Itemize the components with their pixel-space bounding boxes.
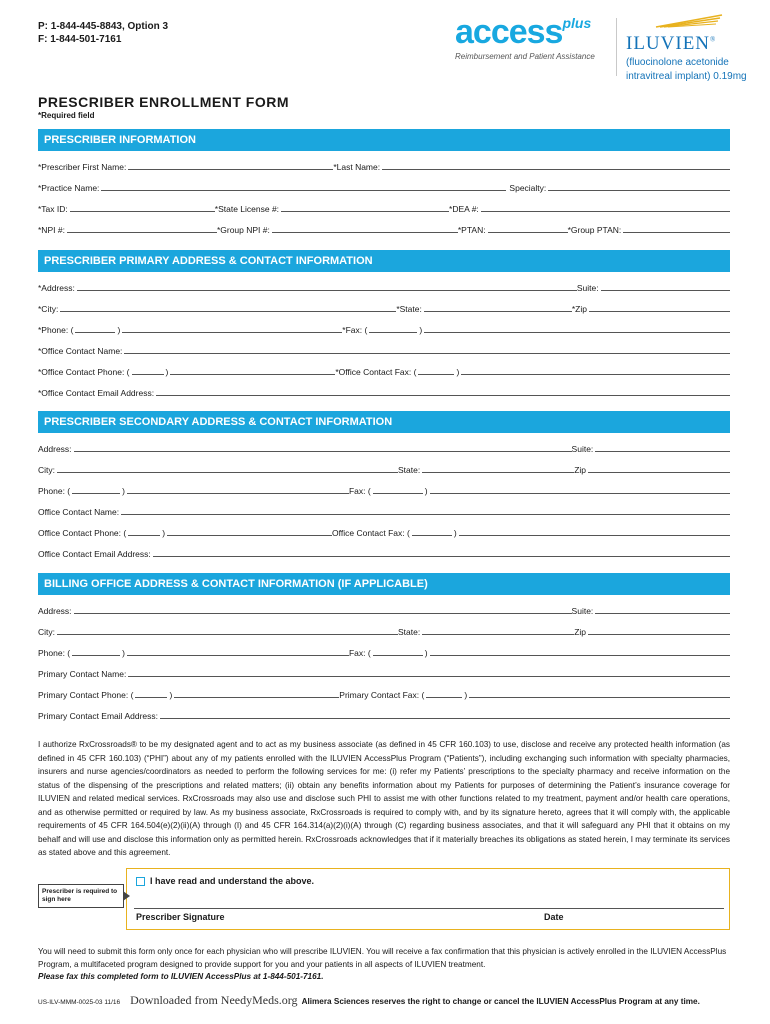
form-row — [38, 538, 730, 559]
office-contact-phone-field[interactable] — [167, 527, 332, 536]
first-name-field[interactable] — [128, 161, 333, 170]
form-row — [38, 433, 730, 454]
fax-label: Fax: ( — [348, 648, 371, 658]
practice-name-field[interactable] — [101, 182, 506, 191]
phone-field[interactable] — [122, 324, 342, 333]
address-field[interactable] — [77, 282, 577, 291]
suite-field[interactable] — [595, 443, 730, 452]
tax-id-field[interactable] — [70, 203, 215, 212]
brand-tagline: Reimbursement and Patient Assistance — [455, 52, 595, 61]
suite-field[interactable] — [601, 282, 730, 291]
primary-contact-email-field[interactable] — [160, 710, 730, 719]
specialty-label: Specialty: — [509, 183, 547, 193]
primary-contact-name-field[interactable] — [128, 668, 730, 677]
rights-notice: Alimera Sciences reserves the right to change or cancel the ILUVIEN AccessPlus Program at any time. — [301, 997, 700, 1006]
section-title: PRESCRIBER PRIMARY ADDRESS & CONTACT INFORMATION — [38, 250, 730, 272]
signature-required-note: Prescriber is required to sign here — [38, 884, 124, 908]
office-contact-fax-area-field[interactable] — [412, 527, 452, 536]
state-label: *State: — [396, 304, 422, 314]
office-contact-email-label: *Office Contact Email Address: — [38, 388, 155, 398]
address-field[interactable] — [74, 443, 572, 452]
fax-area-field[interactable] — [373, 647, 423, 656]
phone-area-field[interactable] — [72, 485, 120, 494]
office-contact-name-label: Office Contact Name: — [38, 507, 120, 517]
form-row — [38, 272, 730, 293]
download-watermark: Downloaded from NeedyMeds.org — [130, 993, 298, 1007]
address-field[interactable] — [74, 605, 572, 614]
close-paren: ) — [453, 528, 457, 538]
zip-label: Zip — [574, 627, 587, 637]
form-row — [38, 151, 730, 172]
form-row — [38, 637, 730, 658]
product-reg: ® — [710, 35, 717, 44]
fax-label: *Fax: ( — [342, 325, 368, 335]
primary-contact-fax-field[interactable] — [469, 689, 730, 698]
city-label: City: — [38, 627, 55, 637]
phone-field[interactable] — [127, 647, 349, 656]
last-name-field[interactable] — [382, 161, 730, 170]
signature-line[interactable] — [134, 908, 724, 909]
submit-instructions: You will need to submit this form only once for each physician who will prescribe ILUVIEN. You will receive a fax confirmation that this physician is actively enrolled in the ILUVIEN AccessPlus Program, a multifaceted program designed to provide support for you and your patients in all aspects of ILUVIEN treatment. — [38, 947, 727, 969]
close-paren: ) — [424, 486, 428, 496]
phone-area-field[interactable] — [75, 324, 115, 333]
npi-label: *NPI #: — [38, 225, 65, 235]
phone-label: Phone: ( — [38, 486, 71, 496]
product-desc-2: intravitreal implant) 0.19mg — [626, 71, 747, 82]
suite-field[interactable] — [595, 605, 730, 614]
primary-address-section — [38, 250, 730, 398]
close-paren: ) — [464, 690, 468, 700]
acknowledge-label: I have read and understand the above. — [150, 876, 315, 886]
office-contact-phone-area-field[interactable] — [132, 366, 164, 375]
office-contact-email-label: Office Contact Email Address: — [38, 549, 151, 559]
accessplus-logo — [455, 14, 605, 61]
phone-number: P: 1-844-445-8843, Option 3 — [38, 21, 169, 32]
zip-label: *Zip — [571, 304, 587, 314]
close-paren: ) — [165, 367, 169, 377]
required-note: *Required field — [38, 111, 95, 120]
fax-field[interactable] — [430, 485, 730, 494]
ptan-field[interactable] — [488, 224, 568, 233]
form-row — [38, 517, 730, 538]
close-paren: ) — [162, 528, 166, 538]
form-row — [38, 679, 730, 700]
form-row — [38, 193, 730, 214]
zip-label: Zip — [574, 465, 587, 475]
office-contact-phone-area-field[interactable] — [128, 527, 160, 536]
prescriber-info-section — [38, 129, 730, 235]
product-desc-1: (fluocinolone acetonide — [626, 57, 729, 68]
ptan-label: *PTAN: — [457, 225, 486, 235]
zip-field[interactable] — [589, 303, 730, 312]
dea-field[interactable] — [481, 203, 730, 212]
date-label: Date — [544, 912, 564, 922]
specialty-field[interactable] — [548, 182, 730, 191]
document-code: US-ILV-MMM-0025-03 11/16 — [38, 999, 121, 1006]
form-title: PRESCRIBER ENROLLMENT FORM — [38, 94, 289, 110]
fax-area-field[interactable] — [369, 324, 417, 333]
section-title: PRESCRIBER INFORMATION — [38, 129, 730, 151]
group-npi-label: *Group NPI #: — [216, 225, 270, 235]
city-label: *City: — [38, 304, 59, 314]
primary-contact-phone-label: Primary Contact Phone: ( — [38, 690, 134, 700]
phone-label: Phone: ( — [38, 648, 71, 658]
section-title: PRESCRIBER SECONDARY ADDRESS & CONTACT INFORMATION — [38, 411, 730, 433]
state-license-field[interactable] — [281, 203, 449, 212]
group-ptan-label: *Group PTAN: — [567, 225, 622, 235]
state-field[interactable] — [422, 626, 574, 635]
form-row — [38, 700, 730, 721]
group-ptan-field[interactable] — [623, 224, 730, 233]
practice-name-label: *Practice Name: — [38, 183, 100, 193]
logo-divider — [616, 18, 617, 76]
state-field[interactable] — [424, 303, 572, 312]
close-paren: ) — [456, 367, 460, 377]
phone-area-field[interactable] — [72, 647, 120, 656]
primary-contact-fax-area-field[interactable] — [426, 689, 462, 698]
authorization-text: I authorize RxCrossroads® to be my designated agent and to act as my business associate (as defined in 45 CFR 160.103) to use, disclose and receive any protected health information (as defined in 45 CFR 160.103) (“PHI”) about any of my patients enrolled with the ILUVIEN AccessPlus Program (“Patients”), including exchanging such information with specialty pharmacies, insurers and nurse agencies/coordinators as needed to perform the following services for me: (i) refer my Patients’ prescriptions to the specialty pharmacy and receive information on the status of the dispensing of the prescriptions and related matters; (ii) obtain any benefits information about my Patients for purposes of determining the Patient’s insurance coverage for ILUVIEN and related medical services. RxCrossroads may also use and disclose such PHI to assist me with other functions related to my treatment, payment and/or health care operations, and as otherwise permitted or required by law. As my business associate, RxCrossroads is required to comply with, and by its signature hereto, agrees that it will comply with, the applicable requirements of 45 CFR 164.504(e)(2)(ii)(A) through (I) and 45 CFR 164.314(a)(2)(i)(A) through (C) regarding business associates, and that it will safeguard any PHI that it obtains on my behalf and will use and disclose this information only as permitted herein. RxCrossroads acknowledges that if it materially breaches its obligations as stated herein, I may terminate its services as stated above and this agreement. — [38, 740, 730, 857]
section-title: BILLING OFFICE ADDRESS & CONTACT INFORMATION (IF APPLICABLE) — [38, 573, 730, 595]
office-contact-email-field[interactable] — [156, 387, 730, 396]
state-license-label: *State License #: — [214, 204, 280, 214]
product-name: ILUVIEN — [626, 33, 711, 54]
office-contact-phone-label: Office Contact Phone: ( — [38, 528, 127, 538]
close-paren: ) — [122, 648, 125, 658]
state-label: State: — [398, 627, 421, 637]
fax-field[interactable] — [430, 647, 730, 656]
primary-contact-name-label: Primary Contact Name: — [38, 669, 127, 679]
form-row — [38, 658, 730, 679]
fax-label: Fax: ( — [348, 486, 371, 496]
form-row — [38, 335, 730, 356]
fax-field[interactable] — [424, 324, 730, 333]
billing-address-section — [38, 573, 730, 721]
zip-field[interactable] — [588, 464, 730, 473]
zip-field[interactable] — [588, 626, 730, 635]
primary-contact-phone-field[interactable] — [174, 689, 339, 698]
close-paren: ) — [117, 325, 121, 335]
city-field[interactable] — [60, 303, 396, 312]
contact-info — [38, 20, 168, 46]
suite-label: Suite: — [571, 444, 594, 454]
phone-field[interactable] — [127, 485, 349, 494]
first-name-label: *Prescriber First Name: — [38, 162, 127, 172]
office-contact-fax-label: Office Contact Fax: ( — [332, 528, 410, 538]
primary-contact-email-label: Primary Contact Email Address: — [38, 711, 158, 721]
office-contact-fax-field[interactable] — [459, 527, 730, 536]
footer-bottom — [38, 993, 730, 1008]
group-npi-field[interactable] — [272, 224, 458, 233]
form-row — [38, 293, 730, 314]
suite-label: Suite: — [576, 283, 599, 293]
brand-plus: plus — [562, 15, 592, 31]
npi-field[interactable] — [67, 224, 217, 233]
phone-label: *Phone: ( — [38, 325, 74, 335]
office-contact-phone-label: *Office Contact Phone: ( — [38, 367, 130, 377]
brand-word: access — [455, 13, 563, 51]
dea-label: *DEA #: — [449, 204, 479, 214]
office-contact-name-field[interactable] — [121, 506, 730, 515]
city-field[interactable] — [57, 464, 398, 473]
address-label: Address: — [38, 606, 72, 616]
office-contact-name-label: *Office Contact Name: — [38, 346, 123, 356]
office-contact-phone-field[interactable] — [170, 366, 335, 375]
form-row — [38, 496, 730, 517]
suite-label: Suite: — [571, 606, 594, 616]
form-row — [38, 356, 730, 377]
form-row — [38, 172, 730, 193]
close-paren: ) — [122, 486, 125, 496]
fax-area-field[interactable] — [373, 485, 423, 494]
iluvien-logo — [626, 12, 746, 83]
secondary-address-section — [38, 411, 730, 559]
signature-label: Prescriber Signature — [136, 912, 225, 922]
city-label: City: — [38, 465, 55, 475]
acknowledge-row — [136, 876, 314, 886]
acknowledge-checkbox[interactable] — [136, 877, 145, 886]
form-row — [38, 214, 730, 235]
city-field[interactable] — [57, 626, 398, 635]
form-row — [38, 475, 730, 496]
address-label: *Address: — [38, 283, 75, 293]
office-contact-fax-label: *Office Contact Fax: ( — [335, 367, 417, 377]
office-contact-fax-field[interactable] — [461, 366, 730, 375]
fax-instructions: Please fax this completed form to ILUVIEN AccessPlus at 1-844-501-7161. — [38, 972, 324, 981]
form-row — [38, 314, 730, 335]
sun-rays-icon — [654, 12, 724, 28]
last-name-label: *Last Name: — [333, 162, 381, 172]
state-field[interactable] — [422, 464, 574, 473]
primary-contact-phone-area-field[interactable] — [135, 689, 167, 698]
form-row — [38, 616, 730, 637]
primary-contact-fax-label: Primary Contact Fax: ( — [339, 690, 425, 700]
form-row — [38, 595, 730, 616]
office-contact-email-field[interactable] — [153, 548, 730, 557]
close-paren: ) — [169, 690, 173, 700]
office-contact-name-field[interactable] — [124, 345, 730, 354]
office-contact-fax-area-field[interactable] — [418, 366, 454, 375]
form-row — [38, 377, 730, 398]
close-paren: ) — [424, 648, 428, 658]
tax-id-label: *Tax ID: — [38, 204, 68, 214]
fax-number: F: 1-844-501-7161 — [38, 34, 122, 45]
form-row — [38, 454, 730, 475]
close-paren: ) — [419, 325, 423, 335]
state-label: State: — [398, 465, 421, 475]
address-label: Address: — [38, 444, 72, 454]
